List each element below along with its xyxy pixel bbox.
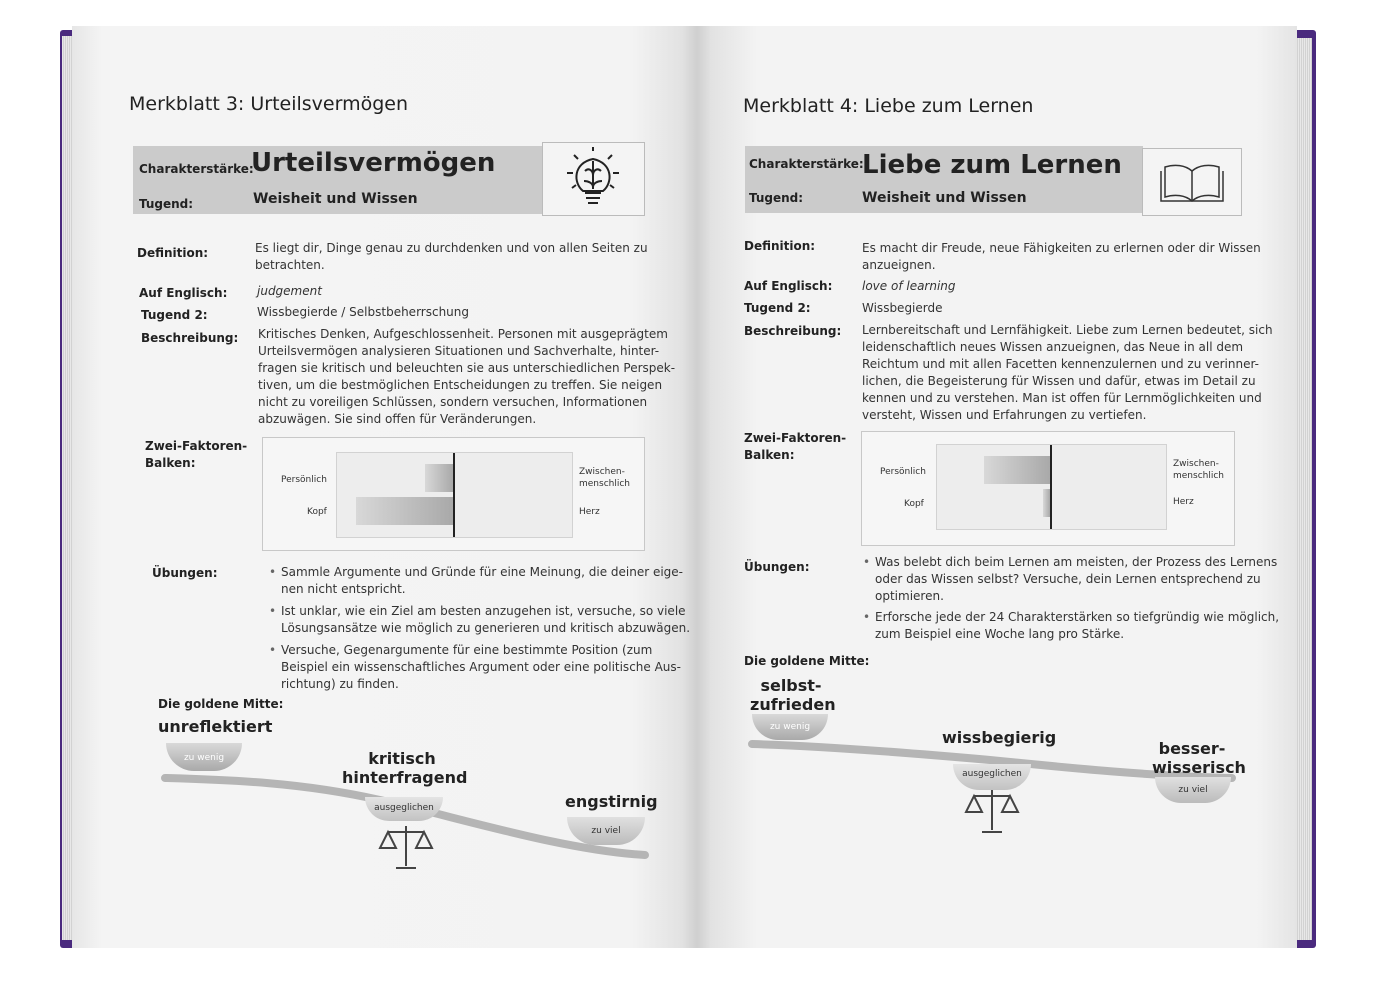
description-line: versteht, Wissen und Erfahrungen zu vertiefen. xyxy=(862,408,1147,422)
chart-label-persoenlich: Persönlich xyxy=(281,475,327,485)
virtue-name: Weisheit und Wissen xyxy=(862,190,1027,206)
exercise-line: nen nicht entspricht. xyxy=(281,582,406,596)
description-line: tiven, um die bestmöglichen Entscheidungen zu treffen. Sie neigen xyxy=(258,378,663,392)
exercise-line: • Erforsche jede der 24 Charakterstärken so tiefgründig wie möglich, xyxy=(875,610,1280,624)
chart-label-kopf: Kopf xyxy=(904,499,924,509)
two-factor-label-line: Balken: xyxy=(744,448,795,462)
scales-icon xyxy=(962,786,1022,836)
exercises-label: Übungen: xyxy=(744,560,810,574)
two-factor-label-line: Balken: xyxy=(145,456,196,470)
exercise-line: oder das Wissen selbst? Versuche, dein Lernen entsprechend zu xyxy=(875,572,1261,586)
too-little-tag: zu wenig xyxy=(166,743,242,771)
virtue2-value: Wissbegierde / Selbstbeherrschung xyxy=(257,305,470,319)
virtue2-label: Tugend 2: xyxy=(744,301,811,315)
two-factor-label-line: Zwei-Faktoren- xyxy=(145,439,248,453)
too-much-word xyxy=(1152,739,1246,777)
exercise-line: • Ist unklar, wie ein Ziel am besten anzugehen ist, versuche, so viele xyxy=(281,604,686,618)
balanced-word-line: kritisch xyxy=(368,749,436,768)
definition-label: Definition: xyxy=(137,246,209,260)
description-line: fragen sie kritisch und beleuchten sie aus unterschiedlichen Perspek- xyxy=(258,361,676,375)
english-label: Auf Englisch: xyxy=(139,286,228,300)
too-much-tag: zu viel xyxy=(567,817,645,845)
chart-label-herz: Herz xyxy=(579,507,600,517)
two-factor-label-line: Zwei-Faktoren- xyxy=(744,431,847,445)
too-little-word: unreflektiert xyxy=(158,717,273,736)
definition-line: Es liegt dir, Dinge genau zu durchdenken und von allen Seiten zu xyxy=(255,241,648,255)
virtue-label: Tugend: xyxy=(749,191,804,205)
too-little-tag: zu wenig xyxy=(752,714,828,740)
strength-name: Urteilsvermögen xyxy=(251,148,496,178)
too-much-word: engstirnig xyxy=(565,792,658,811)
strength-name: Liebe zum Lernen xyxy=(862,150,1122,180)
too-little-word-line: zufrieden xyxy=(750,695,836,714)
description-line: abzuwägen. Sie sind offen für Veränderungen. xyxy=(258,412,537,426)
strength-label: Charakterstärke: xyxy=(749,157,864,171)
balanced-word-line: hinterfragend xyxy=(342,768,468,787)
english-value: love of learning xyxy=(862,279,956,293)
exercise-line: • Sammle Argumente und Gründe für eine Meinung, die deiner eige- xyxy=(281,565,684,579)
definition-line: anzueignen. xyxy=(862,258,936,272)
exercise-line: • Was belebt dich beim Lernen am meisten, der Prozess des Lernens xyxy=(875,555,1278,569)
english-label: Auf Englisch: xyxy=(744,279,833,293)
description-line: Reichtum und mit allen Facetten kennenzulernen und zu verinner- xyxy=(862,357,1259,371)
exercise-line: richtung) zu finden. xyxy=(281,677,399,691)
definition-line: betrachten. xyxy=(255,258,325,272)
definition-label: Definition: xyxy=(744,239,816,253)
balanced-tag: ausgeglichen xyxy=(365,797,443,821)
description-label: Beschreibung: xyxy=(141,331,239,345)
strength-label: Charakterstärke: xyxy=(139,162,254,176)
chart-label-menschlich: menschlich xyxy=(1173,471,1225,481)
exercise-line: • Versuche, Gegenargumente für eine bestimmte Position (zum xyxy=(281,643,653,657)
too-little-word xyxy=(750,676,836,714)
definition-line: Es macht dir Freude, neue Fähigkeiten zu erlernen oder dir Wissen xyxy=(862,241,1261,255)
balanced-tag: ausgeglichen xyxy=(953,764,1031,790)
virtue-label: Tugend: xyxy=(139,197,194,211)
description-line: nicht zu voreiligen Schlüssen, sondern versuchen, Informationen xyxy=(258,395,648,409)
description-line: Kritisches Denken, Aufgeschlossenheit. Personen mit ausgeprägtem xyxy=(258,327,668,341)
description-label: Beschreibung: xyxy=(744,324,842,338)
chart-label-zwischen: Zwischen- xyxy=(579,467,625,477)
description-line: kennen und zu verstehen. Man ist offen für Lernmöglichkeiten und xyxy=(862,391,1262,405)
description-line: Urteilsvermögen analysieren Situationen und Sachverhalte, hinter- xyxy=(258,344,660,358)
description-line: Lernbereitschaft und Lernfähigkeit. Liebe zum Lernen bedeutet, sich xyxy=(862,323,1273,337)
balanced-word: wissbegierig xyxy=(942,728,1057,747)
exercise-line: optimieren. xyxy=(875,589,944,603)
chart-label-herz: Herz xyxy=(1173,497,1194,507)
description-line: lichen, die Begeisterung für Wissen und dafür, etwas im Detail zu xyxy=(862,374,1256,388)
golden-mean-label: Die goldene Mitte: xyxy=(158,697,284,711)
too-little-word-line: selbst- xyxy=(760,676,822,695)
exercises-label: Übungen: xyxy=(152,566,218,580)
sheet-title-right: Merkblatt 4: Liebe zum Lernen xyxy=(743,95,1034,117)
chart-label-menschlich: menschlich xyxy=(579,479,631,489)
virtue2-label: Tugend 2: xyxy=(141,308,208,322)
exercise-line: Lösungsansätze wie möglich zu generieren und kritisch abzuwägen. xyxy=(281,621,691,635)
too-much-word-line: wisserisch xyxy=(1152,758,1246,777)
too-much-tag: zu viel xyxy=(1155,777,1231,803)
golden-mean-label: Die goldene Mitte: xyxy=(744,654,870,668)
sheet-title-left: Merkblatt 3: Urteilsvermögen xyxy=(129,93,408,115)
exercise-line: zum Beispiel eine Woche lang pro Stärke. xyxy=(875,627,1125,641)
chart-label-kopf: Kopf xyxy=(307,507,327,517)
english-value: judgement xyxy=(257,284,322,298)
chart-label-persoenlich: Persönlich xyxy=(880,467,926,477)
too-much-word-line: besser- xyxy=(1158,739,1226,758)
chart-label-zwischen: Zwischen- xyxy=(1173,459,1219,469)
exercise-line: Beispiel ein wissenschaftliches Argument oder eine politische Aus- xyxy=(281,660,681,674)
virtue2-value: Wissbegierde xyxy=(862,301,943,315)
description-line: leidenschaftlich neues Wissen anzueignen, das Neue in all dem xyxy=(862,340,1244,354)
virtue-name: Weisheit und Wissen xyxy=(253,191,418,207)
